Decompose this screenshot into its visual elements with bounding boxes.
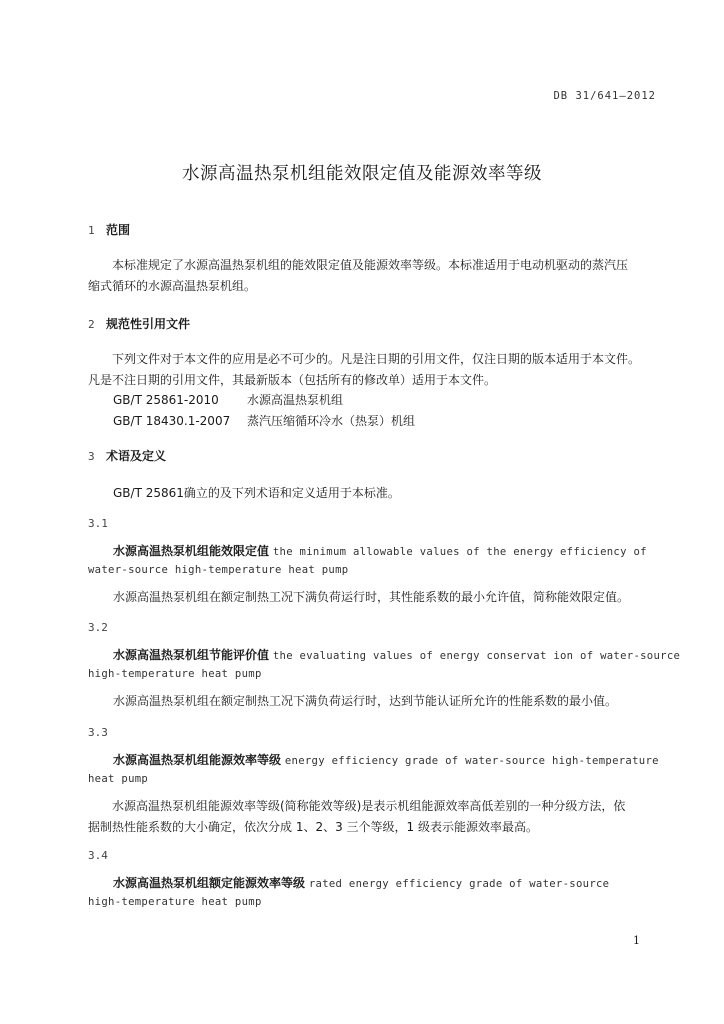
term-english: the minimum allowable values of the energy efficiency of bbox=[272, 546, 647, 558]
term-entry bbox=[113, 874, 609, 891]
paragraph-line: 水源高温热泵机组能源效率等级(简称能效等级)是表示机组能源效率高低差别的一种分级方法，依 bbox=[112, 799, 626, 813]
term-chinese: 水源高温热泵机组能效限定值 bbox=[113, 544, 270, 558]
term-english-cont: high-temperature heat pump bbox=[88, 896, 262, 908]
term-entry bbox=[113, 751, 659, 768]
term-definition bbox=[88, 796, 625, 838]
term-chinese: 水源高温热泵机组额定能源效率等级 bbox=[113, 876, 306, 890]
scope-paragraph bbox=[88, 255, 628, 297]
section-number: 2 bbox=[88, 318, 95, 331]
term-english-cont: heat pump bbox=[88, 773, 149, 785]
term-entry bbox=[113, 646, 680, 663]
page-number: 1 bbox=[633, 934, 640, 947]
section-title: 术语及定义 bbox=[106, 449, 167, 463]
paragraph-line: 本标准规定了水源高温热泵机组的能效限定值及能源效率等级。本标准适用于电动机驱动的蒸汽压 bbox=[112, 258, 629, 272]
section-heading bbox=[88, 221, 130, 238]
term-entry bbox=[113, 542, 647, 559]
reference-name: 蒸汽压缩循环冷水（热泵）机组 bbox=[247, 414, 416, 428]
reference-code: GB/T 18430.1-2007 bbox=[113, 414, 231, 428]
section-heading bbox=[88, 447, 166, 464]
term-english: energy efficiency grade of water-source high-temperature bbox=[284, 755, 659, 767]
paragraph-line: 下列文件对于本文件的应用是必不可少的。凡是注日期的引用文件，仅注日期的版本适用于本文件。 bbox=[112, 352, 641, 366]
subsection-number: 3.2 bbox=[88, 621, 108, 634]
reference-code: GB/T 25861-2010 bbox=[113, 393, 219, 407]
reference-item bbox=[113, 412, 415, 429]
term-english: rated energy efficiency grade of water-source bbox=[308, 878, 610, 890]
paragraph-line: 凡是不注日期的引用文件，其最新版本（包括所有的修改单）适用于本文件。 bbox=[88, 373, 497, 387]
section-title: 范围 bbox=[106, 223, 131, 237]
subsection-number: 3.3 bbox=[88, 726, 108, 739]
section-number: 3 bbox=[88, 450, 95, 463]
standard-code: DB 31/641—2012 bbox=[553, 90, 656, 102]
term-english-cont: water-source high-temperature heat pump bbox=[88, 564, 349, 576]
reference-item bbox=[113, 391, 343, 408]
document-title: 水源高温热泵机组能效限定值及能源效率等级 bbox=[182, 164, 542, 184]
section-title: 规范性引用文件 bbox=[106, 317, 191, 331]
paragraph-line: 据制热性能系数的大小确定，依次分成 1、2、3 三个等级，1 级表示能源效率最高。 bbox=[88, 820, 538, 834]
subsection-number: 3.4 bbox=[88, 849, 108, 862]
term-english: the evaluating values of energy conservat ion of water-source bbox=[272, 650, 681, 662]
term-english-cont: high-temperature heat pump bbox=[88, 668, 262, 680]
terms-intro: GB/T 25861确立的及下列术语和定义适用于本标准。 bbox=[113, 486, 400, 500]
term-definition: 水源高温热泵机组在额定制热工况下满负荷运行时，达到节能认证所允许的性能系数的最小值。 bbox=[113, 694, 618, 708]
section-number: 1 bbox=[88, 224, 95, 237]
paragraph-line: 缩式循环的水源高温热泵机组。 bbox=[88, 279, 257, 293]
term-chinese: 水源高温热泵机组能源效率等级 bbox=[113, 753, 282, 767]
term-chinese: 水源高温热泵机组节能评价值 bbox=[113, 648, 270, 662]
subsection-number: 3.1 bbox=[88, 517, 108, 530]
normative-paragraph bbox=[88, 349, 640, 391]
term-definition: 水源高温热泵机组在额定制热工况下满负荷运行时，其性能系数的最小允许值，简称能效限定值。 bbox=[113, 590, 630, 604]
reference-name: 水源高温热泵机组 bbox=[247, 393, 344, 407]
section-heading bbox=[88, 315, 190, 332]
